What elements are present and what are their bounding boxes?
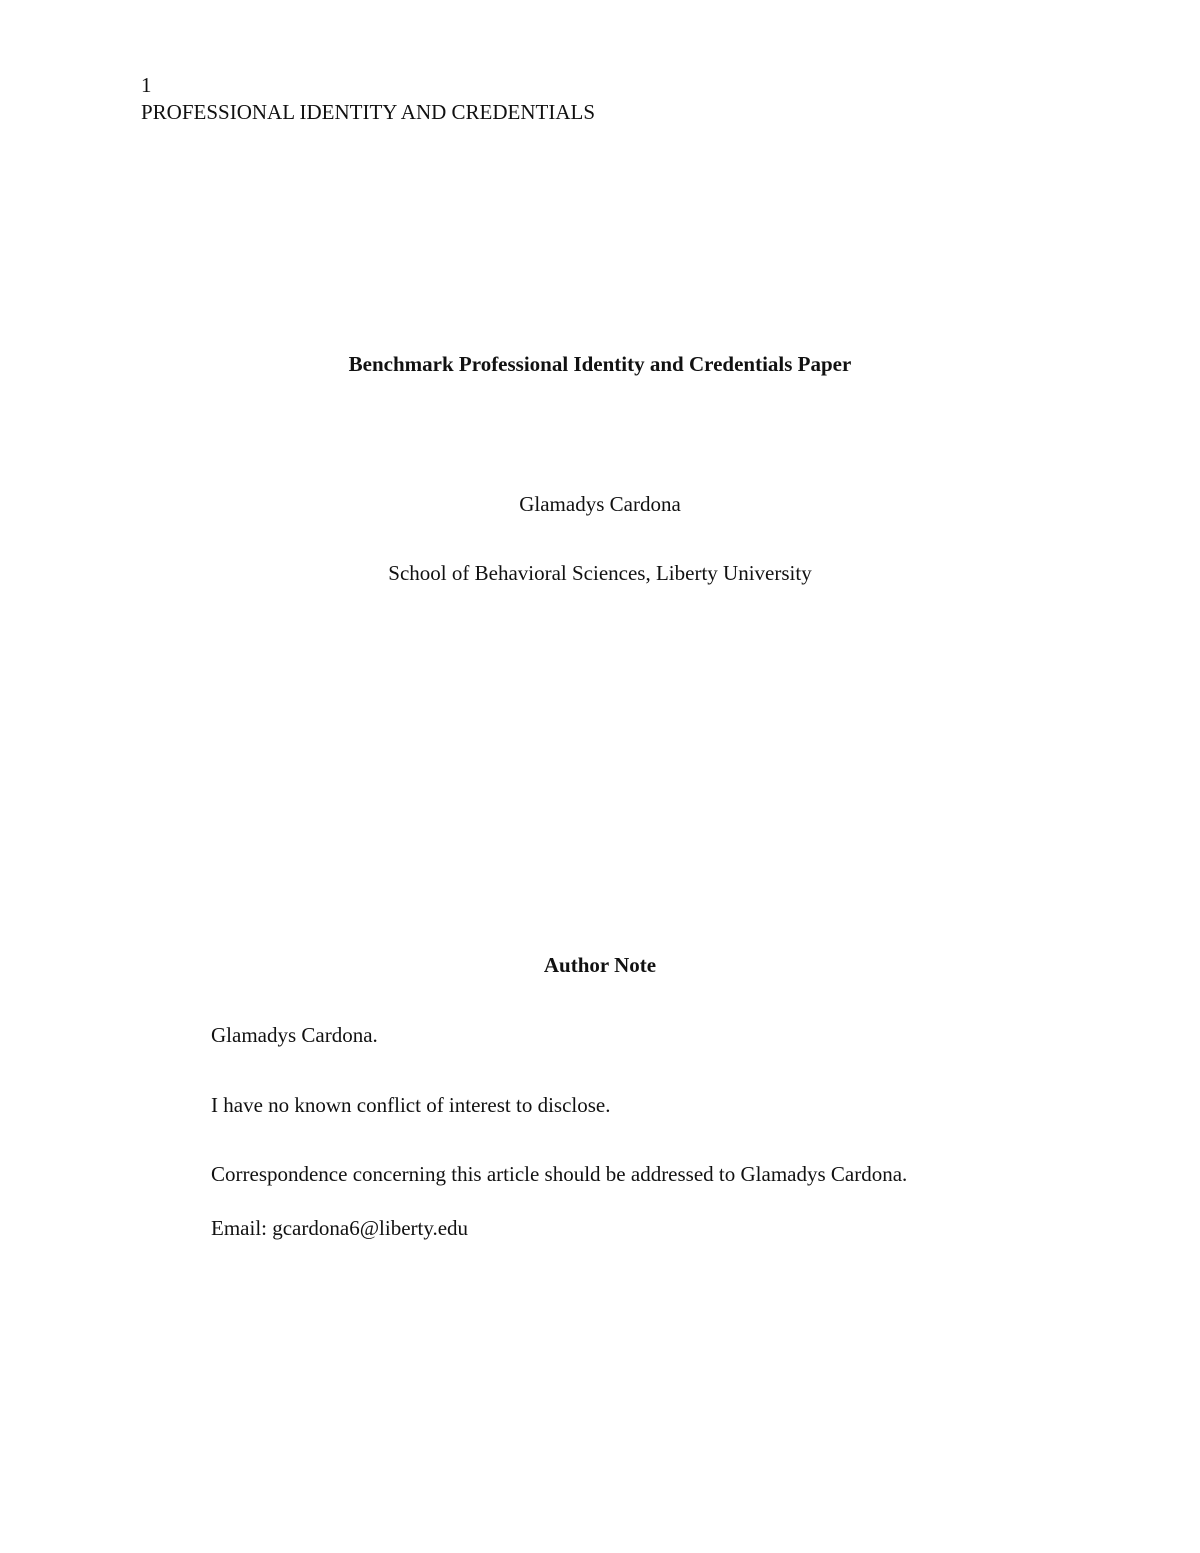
paper-title: Benchmark Professional Identity and Credentials Paper: [348, 352, 852, 376]
author-note-conflict: I have no known conflict of interest to disclose.: [211, 1093, 611, 1117]
author-affiliation: School of Behavioral Sciences, Liberty University: [388, 561, 812, 585]
running-head: PROFESSIONAL IDENTITY AND CREDENTIALS: [141, 100, 596, 124]
author-note-email: Email: gcardona6@liberty.edu: [211, 1216, 469, 1240]
page-number: 1: [141, 73, 152, 97]
author-note-heading: Author Note: [543, 953, 657, 977]
author-note-name: Glamadys Cardona.: [211, 1023, 378, 1047]
author-note-correspondence: Correspondence concerning this article should be addressed to Glamadys Cardona.: [211, 1162, 908, 1186]
author-name: Glamadys Cardona: [519, 492, 681, 516]
page-header: [141, 72, 595, 126]
